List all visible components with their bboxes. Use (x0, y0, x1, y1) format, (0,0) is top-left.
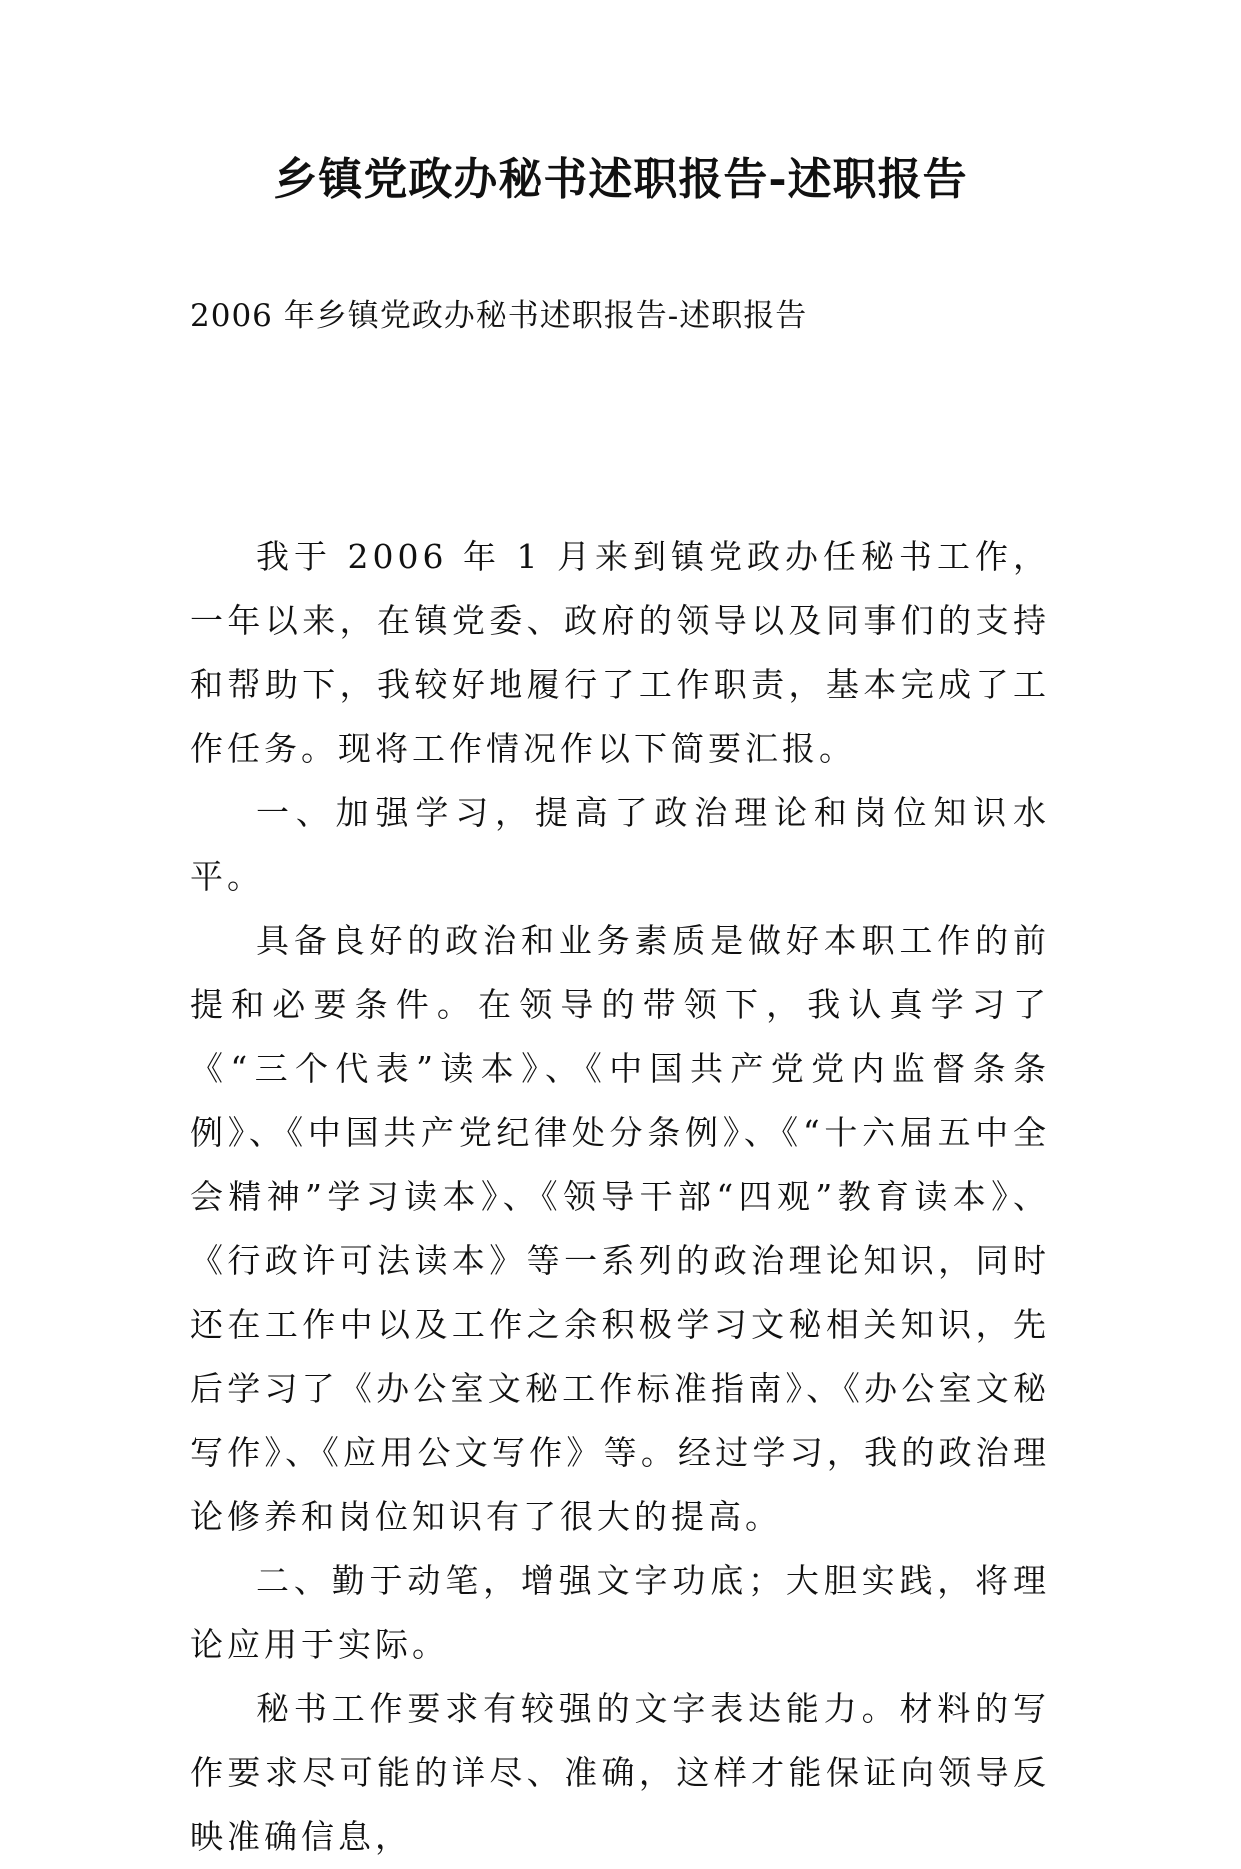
section-heading-two: 二、勤于动笔，增强文字功底；大胆实践，将理论应用于实际。 (190, 1561, 1050, 1664)
paragraph-study: 具备良好的政治和业务素质是做好本职工作的前提和必要条件。在领导的带领下，我认真学习了《“三个代表”读本》、《中国共产党党内监督条条例》、《中国共产党纪律处分条例》、《“十六届五中全会精神”学习读本》、《领导干部“四观”教育读本》、《行政许可法读本》等一系列的政治理论知识，同时还在工作中以及工作之余积极学习文秘相关知识，先后学习了《办公室文秘工作标准指南》、《办公室文秘写作》、《应用公文写作》等。经过学习，我的政治理论修养和岗位知识有了很大的提高。 (190, 921, 1050, 1536)
section-heading-one: 一、加强学习，提高了政治理论和岗位知识水平。 (190, 793, 1050, 896)
document-title: 乡镇党政办秘书述职报告-述职报告 (273, 154, 968, 205)
paragraph-writing: 秘书工作要求有较强的文字表达能力。材料的写作要求尽可能的详尽、准确，这样才能保证向领导反映准确信息， (190, 1689, 1050, 1856)
paragraph-intro: 我于 2006 年 1 月来到镇党政办任秘书工作，一年以来，在镇党委、政府的领导以及同事们的支持和帮助下，我较好地履行了工作职责，基本完成了工作任务。现将工作情况作以下简要汇报。 (190, 537, 1050, 768)
document-subtitle: 2006 年乡镇党政办秘书述职报告-述职报告 (190, 298, 808, 334)
document-body (190, 525, 1050, 1869)
